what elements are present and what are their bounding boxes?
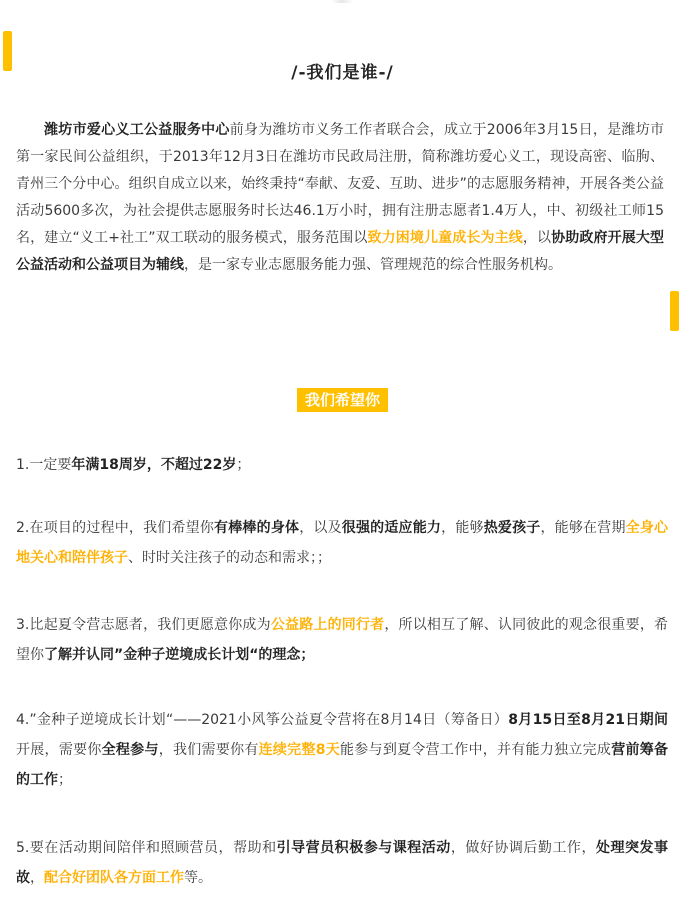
intro-text: 前身为潍坊市义务工作者联合会，成立于2006年3月15日，是潍坊市第一家民间公益组织，于2013年12月3日在潍坊市民政局注册，简称潍坊爱心义工，现设高密、临朐、青州三个分中心。组织自成立以来，始终秉持“奉献、友爱、互助、进步”的志愿服务精神，开展各类公益活动5600多次，为社会提供志愿服务时长达46.1万小时，拥有注册志愿者1.4万人，中、初级社工师15名，建立“义工+社工”双工联动的服务模式，服务范围以 bbox=[16, 122, 665, 246]
requirement-item-5 bbox=[16, 833, 668, 893]
item-highlight: 全身心地关心和陪伴孩子 bbox=[16, 520, 669, 566]
item-bold: 处理突发事故 bbox=[16, 840, 669, 886]
requirement-item-1 bbox=[16, 450, 668, 480]
item-text: ，能够 bbox=[441, 520, 484, 536]
item-text: 等。 bbox=[184, 870, 212, 886]
item-text: ， bbox=[30, 870, 44, 886]
item-highlight: 公益路上的同行者 bbox=[270, 617, 385, 633]
right-accent-bar bbox=[670, 291, 679, 331]
item-text: ，所以相互了解、认同彼此的观念很重要，希望你 bbox=[16, 617, 669, 663]
item-bold: 热爱孩子 bbox=[483, 520, 541, 536]
item-bold: 营前筹备的工作 bbox=[16, 742, 669, 788]
item-bold: 引导营员积极参与课程活动 bbox=[276, 840, 451, 856]
item-bold: 全程参与 bbox=[101, 742, 159, 758]
hope-badge: 我们希望你 bbox=[297, 388, 388, 412]
item-text: ，能够在营期 bbox=[540, 520, 626, 536]
item-text: 2.在项目的过程中，我们希望你 bbox=[16, 520, 215, 536]
requirement-item-3 bbox=[16, 610, 668, 670]
item-bold: 年满18周岁，不超过22岁 bbox=[71, 457, 237, 473]
item-text: 3.比起夏令营志愿者，我们更愿意你成为 bbox=[16, 617, 271, 633]
item-text: ，我们需要你有 bbox=[158, 742, 259, 758]
item-bold: 很强的适应能力 bbox=[341, 520, 442, 536]
intro-bold: 协助政府开展大型公益活动和公益项目为辅线 bbox=[16, 230, 664, 273]
section-title: /-我们是谁-/ bbox=[291, 63, 394, 83]
item-text: 1.一定要 bbox=[16, 457, 72, 473]
top-divider-mark bbox=[331, 0, 353, 3]
intro-text: ，是一家专业志愿服务能力强、管理规范的综合性服务机构。 bbox=[184, 257, 562, 273]
item-text: 5.要在活动期间陪伴和照顾营员，帮助和 bbox=[16, 840, 277, 856]
intro-text: ，以 bbox=[522, 230, 552, 246]
item-bold: 有棒棒的身体 bbox=[214, 520, 300, 536]
org-name: 潍坊市爱心义工公益服务中心 bbox=[44, 122, 230, 138]
item-text: ； bbox=[58, 772, 72, 788]
item-text: 能参与到夏令营工作中，并有能力独立完成 bbox=[340, 742, 612, 758]
item-text: ； bbox=[236, 457, 251, 473]
item-text: ，以及 bbox=[299, 520, 342, 536]
requirement-item-2 bbox=[16, 513, 668, 573]
intro-highlight: 致力困境儿童成长为主线 bbox=[367, 230, 523, 246]
requirement-item-4 bbox=[16, 705, 668, 795]
item-highlight: 配合好团队各方面工作 bbox=[44, 870, 184, 886]
item-bold: 8月15日至8月21日期间 bbox=[508, 712, 668, 728]
item-text: ，做好协调后勤工作， bbox=[450, 840, 596, 856]
item-highlight: 连续完整8天 bbox=[258, 742, 341, 758]
item-bold: 了解并认同”金种子逆境成长计划“的理念； bbox=[44, 647, 315, 663]
intro-paragraph bbox=[16, 117, 664, 279]
item-text: 、时时关注孩子的动态和需求；； bbox=[128, 550, 331, 566]
item-text: 开展，需要你 bbox=[16, 742, 102, 758]
hope-heading bbox=[0, 388, 685, 412]
item-text: 4.”金种子逆境成长计划“——2021小风筝公益夏令营将在8月14日（筹备日） bbox=[16, 712, 509, 728]
